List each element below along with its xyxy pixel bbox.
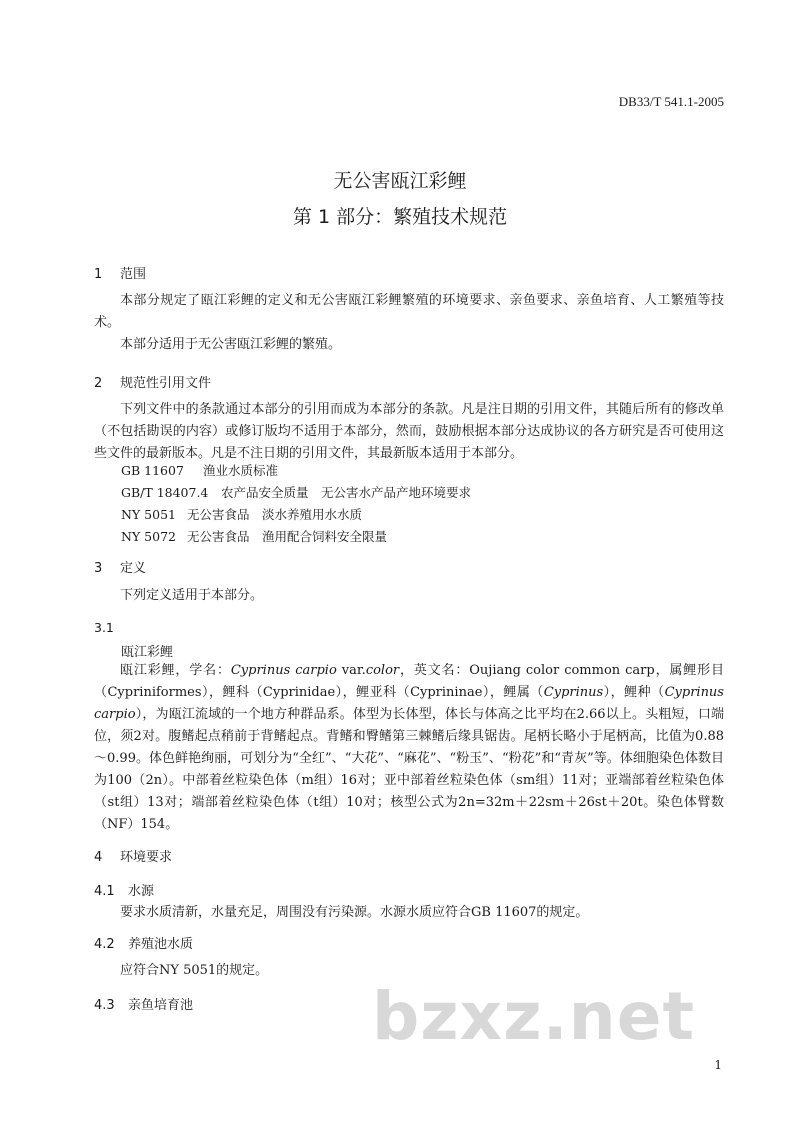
- genus-name: Cyprinus: [543, 685, 604, 700]
- reference-name: 农产品安全质量 无公害水产品产地环境要求: [221, 485, 472, 500]
- section-number: 4.2: [94, 937, 115, 952]
- reference-item: [121, 460, 278, 482]
- reference-code: GB 11607: [121, 463, 184, 478]
- term-name: 瓯江彩鲤: [121, 645, 174, 660]
- reference-item: [121, 482, 471, 504]
- section-number: 4: [94, 850, 103, 865]
- section-title: 规范性引用文件: [120, 376, 212, 391]
- section-title: 养殖池水质: [128, 937, 194, 952]
- subsection-3-1-number: 3.1: [94, 620, 114, 635]
- section-title: 定义: [120, 561, 147, 576]
- reference-item: [121, 504, 362, 526]
- document-number: DB33/T 541.1-2005: [618, 94, 724, 109]
- section-1-heading: [94, 263, 146, 282]
- section-1-paragraph-1: 本部分规定了瓯江彩鲤的定义和无公害瓯江彩鲤繁殖的环境要求、亲鱼要求、亲鱼培育、人工繁殖等技术。: [94, 293, 724, 330]
- section-4-3-heading: [94, 994, 193, 1013]
- section-4-heading: [94, 846, 172, 865]
- reference-code: NY 5051: [121, 507, 176, 522]
- section-3-heading: [94, 557, 146, 576]
- title-line-2: 第 1 部分：繁殖技术规范: [292, 206, 508, 228]
- reference-code: GB/T 18407.4: [121, 485, 209, 500]
- section-4-1-text: 要求水质清新，水量充足，周围没有污染源。水源水质应符合GB 11607的规定。: [120, 905, 589, 920]
- section-number: 2: [94, 376, 103, 391]
- section-number: 4.1: [94, 884, 115, 899]
- reference-item: [121, 526, 387, 548]
- section-title: 亲鱼培育池: [128, 998, 194, 1013]
- section-2-paragraph-1: 下列文件中的条款通过本部分的引用而成为本部分的条款。凡是注日期的引用文件，其随后所有的修改单（不包括勘误的内容）或修订版均不适用于本部分，然而，鼓励根据本部分达成协议的各方研究是否可使用这些文件的最新版本。凡是不注日期的引用文件，其最新版本适用于本部分。: [94, 402, 724, 461]
- watermark: bzxz.net: [372, 978, 696, 1055]
- scientific-color: color: [365, 663, 400, 678]
- page-number: 1: [714, 1058, 722, 1072]
- species-name: Cyprinus carpio: [94, 685, 724, 722]
- section-4-1-heading: [94, 880, 154, 899]
- section-2-heading: [94, 372, 211, 391]
- definition-rest: ），为瓯江流域的一个地方种群品系。体型为长体型，体长与体高之比平均在2.66以上。头粗短，口端位，须2对。腹鳍起点稍前于背鳍起点。背鳍和臀鳍第三棘鳍后缘具锯齿。尾柄长略小于尾柄高，比值为0.88～0.99。体色鲜艳绚丽，可划分为“全红”、“大花”、“麻花”、“粉玉”、“粉花”和“青灰”等。体细胞染色体数目为100（2n）。中部着丝粒染色体（m组）16对；亚中部着丝粒染色体（sm组）11对；亚端部着丝粒染色体（st组）13对；端部着丝粒染色体（t组）10对；核型公式为2n=32m＋22sm＋26st＋20t。染色体臂数（NF）154。: [94, 707, 724, 832]
- reference-name: 渔业水质标准: [203, 463, 279, 478]
- definition-intro: 瓯江彩鲤，学名：: [120, 663, 231, 678]
- section-number: 3: [94, 561, 103, 576]
- section-title: 水源: [128, 884, 155, 899]
- definition-body: ，英文名：Oujiang color common carp，属鲤形目（Cypriniformes），鲤科（Cyprinidae），鲤亚科（Cyprininae），鲤属（: [94, 663, 724, 700]
- section-number: 1: [94, 267, 103, 282]
- term-definition: [94, 660, 724, 836]
- title-line-1: 无公害瓯江彩鲤: [333, 170, 467, 192]
- scientific-name: Cyprinus carpio: [230, 663, 337, 678]
- reference-name: 无公害食品 淡水养殖用水水质: [187, 507, 363, 522]
- section-title: 范围: [120, 267, 147, 282]
- section-title: 环境要求: [120, 850, 173, 865]
- section-3-paragraph-1: 下列定义适用于本部分。: [120, 588, 264, 603]
- reference-code: NY 5072: [121, 529, 176, 544]
- section-number: 4.3: [94, 998, 115, 1013]
- section-4-2-text: 应符合NY 5051的规定。: [120, 963, 269, 978]
- scientific-variety: var.: [336, 663, 366, 678]
- definition-body-2: ），鲤种（: [603, 685, 665, 700]
- section-4-2-heading: [94, 933, 193, 952]
- section-1-paragraph-2: 本部分适用于无公害瓯江彩鲤的繁殖。: [120, 337, 342, 352]
- reference-name: 无公害食品 渔用配合饲料安全限量: [187, 529, 388, 544]
